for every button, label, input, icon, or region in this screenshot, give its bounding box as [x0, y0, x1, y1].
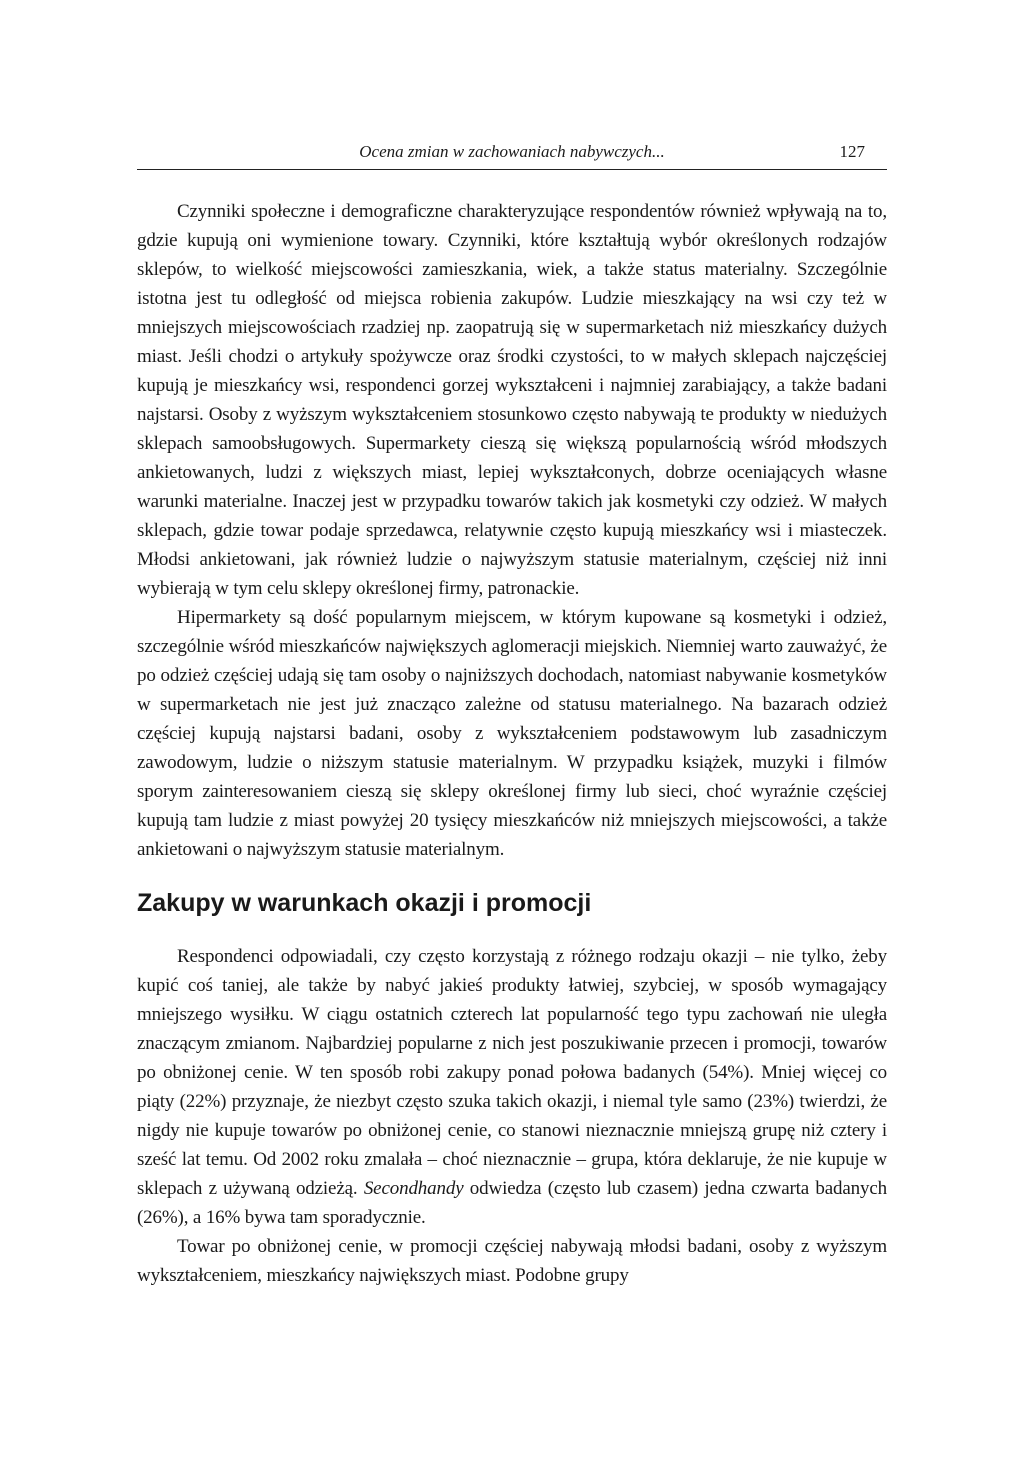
page-number: 127: [839, 142, 865, 161]
paragraph-promotions: [137, 942, 887, 1232]
paragraph-hypermarkets: Hipermarkety są dość popularnym miejscem, w którym kupowane są kosmetyki i odzież, szczególnie wśród mieszkańców największych aglomeracji miejskich. Niemniej warto zauważyć, że po odzież częściej udają się tam osoby o najniższych dochodach, natomiast nabywanie kosmetyków w supermarketach nie jest już znacząco zależne od statusu materialnego. Na bazarach odzież częściej kupują najstarsi badani, osoby z wykształceniem podstawowym lub zasadniczym zawodowym, ludzie o niższym statusie materialnym. W przypadku książek, muzyki i filmów sporym zainteresowaniem cieszą się sklepy określonej firmy lub sieci, choć wyraźnie częściej kupują tam ludzie z miast powyżej 20 tysięcy mieszkańców niż mniejszych miejscowości, a także ankietowani o najwyższym statusie materialnym.: [137, 607, 887, 860]
italic-term: Secondhandy: [363, 1178, 464, 1199]
paragraph-discount-buyers: Towar po obniżonej cenie, w promocji częściej nabywają młodsi badani, osoby z wyższym wykształceniem, mieszkańcy największych miast. Podobne grupy: [137, 1236, 887, 1286]
promotions-text: Respondenci odpowiadali, czy często korzystają z różnego rodzaju okazji – nie tylko, żeby kupić coś taniej, ale także by nabyć jakieś produkty łatwiej, szybciej, w sposób wymagający mniejszego wysiłku. W ciągu ostatnich czterech lat popularność tego typu zachowań nie uległa znaczącym zmianom. Najbardziej popularne z nich jest poszukiwanie przecen i promocji, towarów po obniżonej cenie. W ten sposób robi zakupy ponad połowa badanych (54%). Mniej więcej co piąty (22%) przyznaje, że niezbyt często szuka takich okazji, i niemal tyle samo (23%) twierdzi, że nigdy nie kupuje towarów po obniżonej cenie, co stanowi nieznacznie mniejszą grupę niż cztery i sześć lat temu. Od 2002 roku zmalała – choć nieznacznie – grupa, która deklaruje, że nie kupuje w sklepach z używaną odzieżą.: [137, 946, 887, 1199]
paragraph-store-factors: Czynniki społeczne i demograficzne charakteryzujące respondentów również wpływają na to, gdzie kupują oni wymienione towary. Czynniki, które kształtują wybór określonych rodzajów sklepów, to wielkość miejscowości zamieszkania, wiek, a także status materialny. Szczególnie istotna jest tu odległość od miejsca robienia zakupów. Ludzie mieszkający na wsi czy też w mniejszych miejscowościach rzadziej np. zaopatrują się w supermarketach niż mieszkańcy dużych miast. Jeśli chodzi o artykuły spożywcze oraz środki czystości, to w małych sklepach najczęściej kupują je mieszkańcy wsi, respondenci gorzej wykształceni i najmniej zarabiający, a także badani najstarsi. Osoby z wyższym wykształceniem stosunkowo często nabywają te produkty w niedużych sklepach samoobsługowych. Supermarkety cieszą się większą popularnością wśród młodszych ankietowanych, ludzi z większych miast, lepiej wykształconych, dobrze oceniających własne warunki materialne. Inaczej jest w przypadku towarów takich jak kosmetyki czy odzież. W małych sklepach, gdzie towar podaje sprzedawca, relatywnie często kupują mieszkańcy wsi i miasteczek. Młodsi ankietowani, jak również ludzie o najwyższym statusie materialnym, częściej niż inni wybierają w tym celu sklepy określonej firmy, patronackie.: [137, 201, 887, 599]
running-header: [137, 140, 887, 170]
running-title: Ocena zmian w zachowaniach nabywczych...: [359, 142, 665, 161]
page-body: [137, 197, 887, 1290]
promotions-text-tail: odwiedza (często lub czasem) jedna czwarta badanych (26%), a 16% bywa tam sporadycznie.: [137, 1178, 887, 1228]
section-heading: Zakupy w warunkach okazji i promocji: [137, 889, 592, 917]
